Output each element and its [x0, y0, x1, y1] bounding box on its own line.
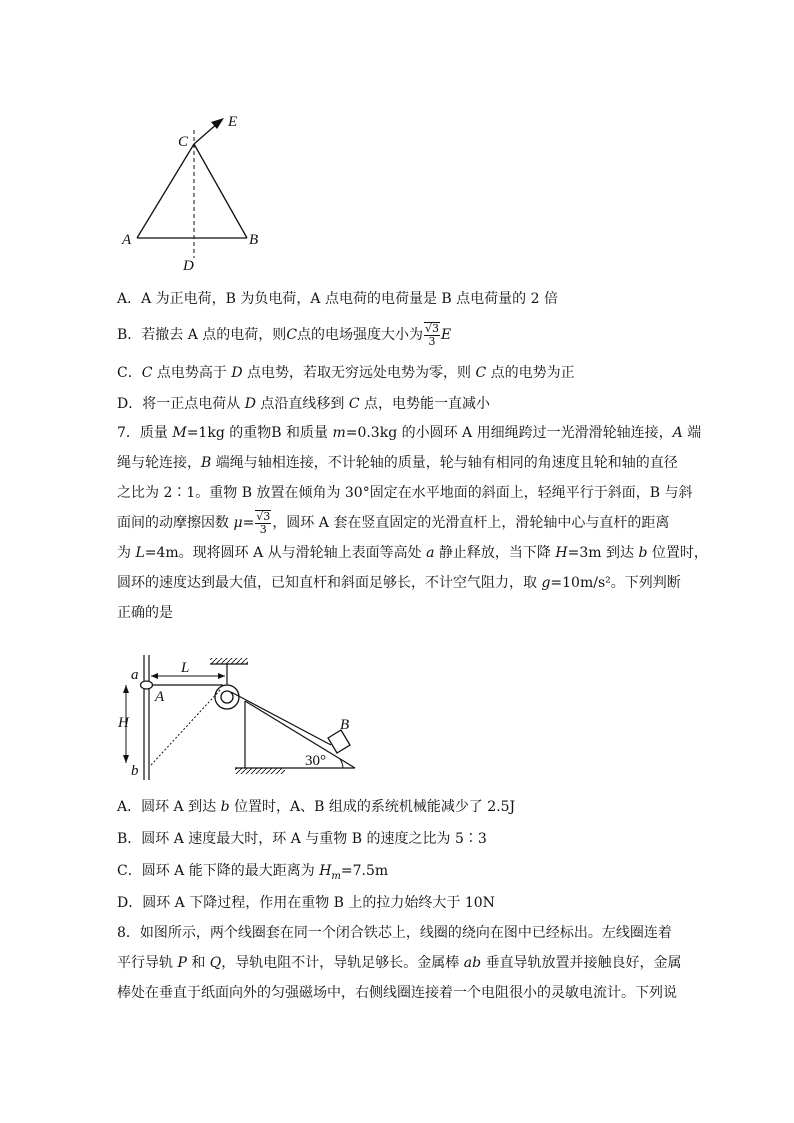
pulley-incline-diagram — [115, 655, 365, 780]
q7-text: 静止释放，当下降 — [434, 545, 556, 561]
q7-text: 7．质量 — [117, 425, 173, 441]
q7-text: = — [242, 515, 255, 531]
q7-line-2 — [117, 448, 678, 478]
q6-option-c-prefix: C． — [117, 365, 142, 381]
ground-hatch — [235, 768, 285, 774]
question-7-stem — [117, 418, 708, 628]
symbol-h: H — [555, 545, 568, 561]
q7-option-c-prefix: C．圆环 A 能下降的最大距离为 — [117, 863, 320, 879]
fraction-denominator: 3 — [259, 523, 267, 536]
q6-option-d-prefix: D．将一正点电荷从 — [117, 396, 245, 412]
label-block-b: B — [340, 717, 350, 733]
q7-text: 面间的动摩擦因数 — [117, 515, 234, 531]
q7-line-7: 正确的是 — [117, 605, 173, 621]
q6-option-d-point-c: C — [348, 396, 360, 412]
q7-text: 圆环的速度达到最大值，已知直杆和斜面足够长，不计空气阻力，取 — [117, 575, 542, 591]
label-l: L — [181, 660, 190, 676]
q6-option-a: A．A 为正电荷，B 为负电荷，A 点电荷的电荷量是 B 点电荷量的 2 倍 — [117, 291, 558, 307]
height-h-arrowhead-top — [123, 685, 129, 693]
label-angle: 30° — [305, 753, 326, 769]
q7-text: =10m/s²。下列判断 — [550, 575, 681, 591]
symbol-b: B — [201, 455, 212, 471]
symbol-b-lower: b — [638, 545, 648, 561]
q6-option-d-point-d: D — [244, 396, 256, 412]
label-a: A — [122, 232, 132, 248]
q6-option-d — [117, 394, 490, 414]
symbol-a: A — [672, 425, 683, 441]
distance-l-arrowhead-right — [218, 673, 225, 679]
q7-line-6 — [117, 568, 681, 598]
q7-text: 端 — [682, 425, 702, 441]
q6-option-c — [117, 363, 575, 383]
q6-option-c-text2: 点电势，若取无穷远处电势为零，则 — [242, 365, 476, 381]
ring-a — [141, 681, 153, 689]
q6-option-d-text1: 点沿直线移到 — [255, 396, 349, 412]
q7-line-3: 之比为 2∶1。重物 B 放置在倾角为 30°固定在水平地面的斜面上，轻绳平行于斜面，B 与斜 — [117, 485, 693, 501]
pulley-axle — [221, 691, 233, 703]
q7-text: =0.3kg 的小圆环 A 用细绳跨过一光滑滑轮轴连接， — [345, 425, 673, 441]
fraction-numerator: √3 — [425, 322, 440, 335]
q6-option-c-text3: 点的电势为正 — [486, 365, 575, 381]
field-vector-e — [194, 123, 218, 144]
fraction-root3-over-3 — [255, 510, 271, 536]
q6-option-c-point-c2: C — [475, 365, 487, 381]
q7-option-a-prefix: A．圆环 A 到达 — [117, 799, 221, 815]
q7-option-d: D．圆环 A 下降过程，作用在重物 B 上的拉力始终大于 10N — [117, 895, 495, 911]
q6-option-b — [117, 322, 451, 348]
q7-text: ，圆环 A 套在竖直固定的光滑直杆上，滑轮轴中心与直杆的距离 — [272, 515, 670, 531]
q8-text: 和 — [186, 955, 210, 971]
q7-text: =1kg 的重物B 和质量 — [186, 425, 333, 441]
symbol-p: P — [177, 955, 187, 971]
symbol-mu: μ — [233, 515, 243, 531]
q6-option-c-text1: 点电势高于 — [152, 365, 232, 381]
ceiling-hatch — [210, 658, 248, 664]
q8-line-1: 8．如图所示，两个线圈套在同一个闭合铁芯上，线圈的绕向在图中已经标出。左线圈连着 — [117, 925, 672, 941]
rope-pulley-to-block — [231, 692, 331, 745]
label-ring-a: A — [155, 689, 165, 705]
q8-text: ，导轨电阻不计，导轨足够长。金属棒 — [221, 955, 464, 971]
q6-option-b-mid: 点的电场强度大小为 — [297, 327, 424, 343]
symbol-b-lower: b — [220, 799, 230, 815]
q7-text: 绳与轮连接， — [117, 455, 201, 471]
label-d: D — [183, 258, 194, 274]
q7-line-5 — [117, 538, 708, 568]
symbol-l: L — [135, 545, 145, 561]
label-h: H — [118, 715, 129, 731]
subscript-m: m — [331, 870, 341, 882]
q8-line-3: 棒处在垂直于纸面向外的匀强磁场中，右侧线圈连接着一个电阻很小的灵敏电流计。下列说 — [117, 985, 677, 1001]
symbol-h: H — [319, 863, 332, 879]
q7-line-1 — [117, 418, 702, 448]
q7-option-c — [117, 861, 388, 887]
q7-text: 端绳与轴相连接，不计轮轴的质量，轮与轴有相同的角速度且轮和轴的直径 — [211, 455, 678, 471]
label-b-lower: b — [131, 763, 139, 779]
q6-option-b-prefix: B．若撤去 A 点的电荷，则 — [117, 327, 287, 343]
label-b: B — [249, 232, 259, 248]
q6-option-b-e: E — [441, 327, 452, 343]
q7-line-4 — [117, 508, 670, 538]
q7-text: =3m 到达 — [567, 545, 639, 561]
symbol-m-upper: M — [172, 425, 187, 441]
symbol-m-lower: m — [332, 425, 346, 441]
label-c: C — [178, 134, 189, 150]
q6-option-b-point-c: C — [286, 327, 298, 343]
symbol-a-lower: a — [426, 545, 435, 561]
q8-text: 平行导轨 — [117, 955, 178, 971]
q7-option-a — [117, 797, 515, 817]
question-8-stem — [117, 918, 682, 1008]
q6-option-c-point-d: D — [231, 365, 243, 381]
label-e: E — [228, 114, 238, 130]
q7-text: =4m。现将圆环 A 从与滑轮轴上表面等高处 — [144, 545, 427, 561]
q7-option-a-text: 位置时，A、B 组成的系统机械能减少了 2.5J — [229, 799, 516, 815]
label-a-lower: a — [131, 667, 139, 683]
fraction-denominator: 3 — [428, 335, 436, 348]
symbol-g: g — [541, 575, 551, 591]
q7-option-b: B．圆环 A 速度最大时，环 A 与重物 B 的速度之比为 5∶3 — [117, 831, 487, 847]
q7-text: 为 — [117, 545, 136, 561]
q7-text: 位置时， — [647, 545, 708, 561]
q6-option-d-text2: 点，电势能一直减小 — [359, 396, 490, 412]
fraction-numerator: √3 — [256, 510, 271, 523]
q6-option-c-point-c: C — [141, 365, 153, 381]
distance-l-arrowhead-left — [151, 673, 158, 679]
q8-text: 垂直导轨放置并接触良好，金属 — [481, 955, 682, 971]
triangle-field-diagram — [110, 108, 270, 276]
side-ac — [137, 144, 194, 238]
q7-option-c-value: =7.5m — [340, 863, 389, 879]
symbol-q: Q — [209, 955, 222, 971]
fraction-root3-over-3 — [424, 322, 440, 348]
height-h-arrowhead-bottom — [123, 755, 129, 763]
symbol-ab: ab — [463, 955, 482, 971]
side-cb — [194, 144, 247, 238]
q8-line-2 — [117, 948, 682, 978]
block-b — [328, 730, 350, 753]
